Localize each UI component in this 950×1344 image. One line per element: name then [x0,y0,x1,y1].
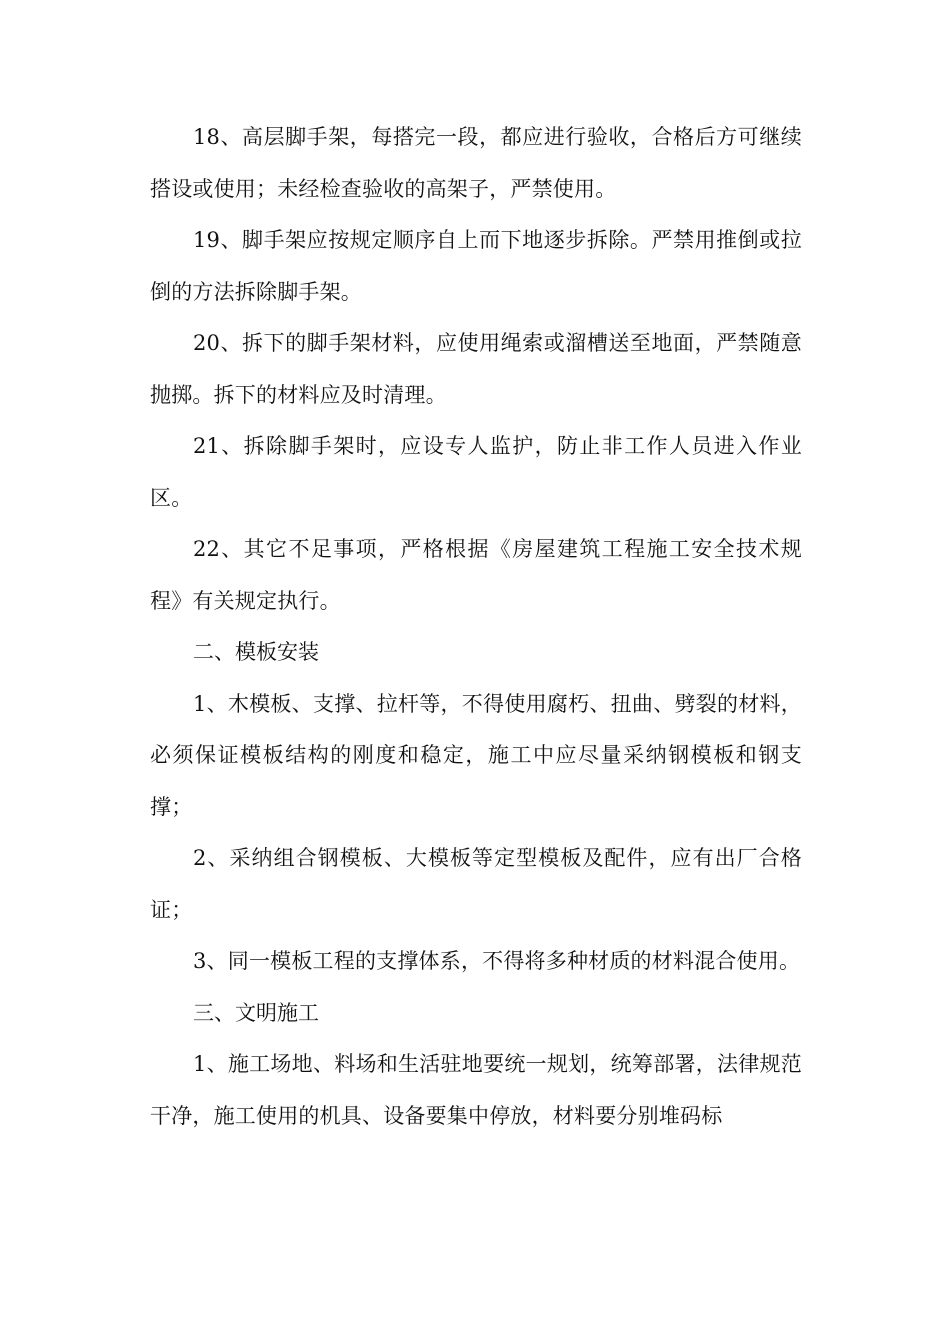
paragraph-item-22: 22、其它不足事项，严格根据《房屋建筑工程施工安全技术规程》有关规定执行。 [150,537,802,613]
paragraph-item-20: 20、拆下的脚手架材料，应使用绳索或溜槽送至地面，严禁随意抛掷。拆下的材料应及时清理。 [150,331,802,407]
section-heading-civilized-construction: 三、文明施工 [193,1000,319,1025]
paragraph-item-19: 19、脚手架应按规定顺序自上而下地逐步拆除。严禁用推倒或拉倒的方法拆除脚手架。 [150,228,802,304]
paragraph-formwork-1: 1、木模板、支撑、拉杆等，不得使用腐朽、扭曲、劈裂的材料，必须保证模板结构的刚度和稳定，施工中应尽量采纳钢模板和钢支撑； [150,691,802,819]
paragraph-formwork-3: 3、同一模板工程的支撑体系，不得将多种材质的材料混合使用。 [193,949,801,973]
paragraph-item-21: 21、拆除脚手架时，应设专人监护，防止非工作人员进入作业区。 [150,434,802,510]
paragraph-item-18: 18、高层脚手架，每搭完一段，都应进行验收，合格后方可继续搭设或使用；未经检查验收的高架子，严禁使用。 [150,125,802,201]
paragraph-formwork-2: 2、采纳组合钢模板、大模板等定型模板及配件，应有出厂合格证； [150,846,802,922]
section-heading-formwork: 二、模板安装 [193,640,319,664]
paragraph-civilized-1: 1、施工场地、料场和生活驻地要统一规划，统筹部署，法律规范干净，施工使用的机具、设备要集中停放，材料要分别堆码标 [150,1052,802,1128]
document-body [150,112,802,1142]
